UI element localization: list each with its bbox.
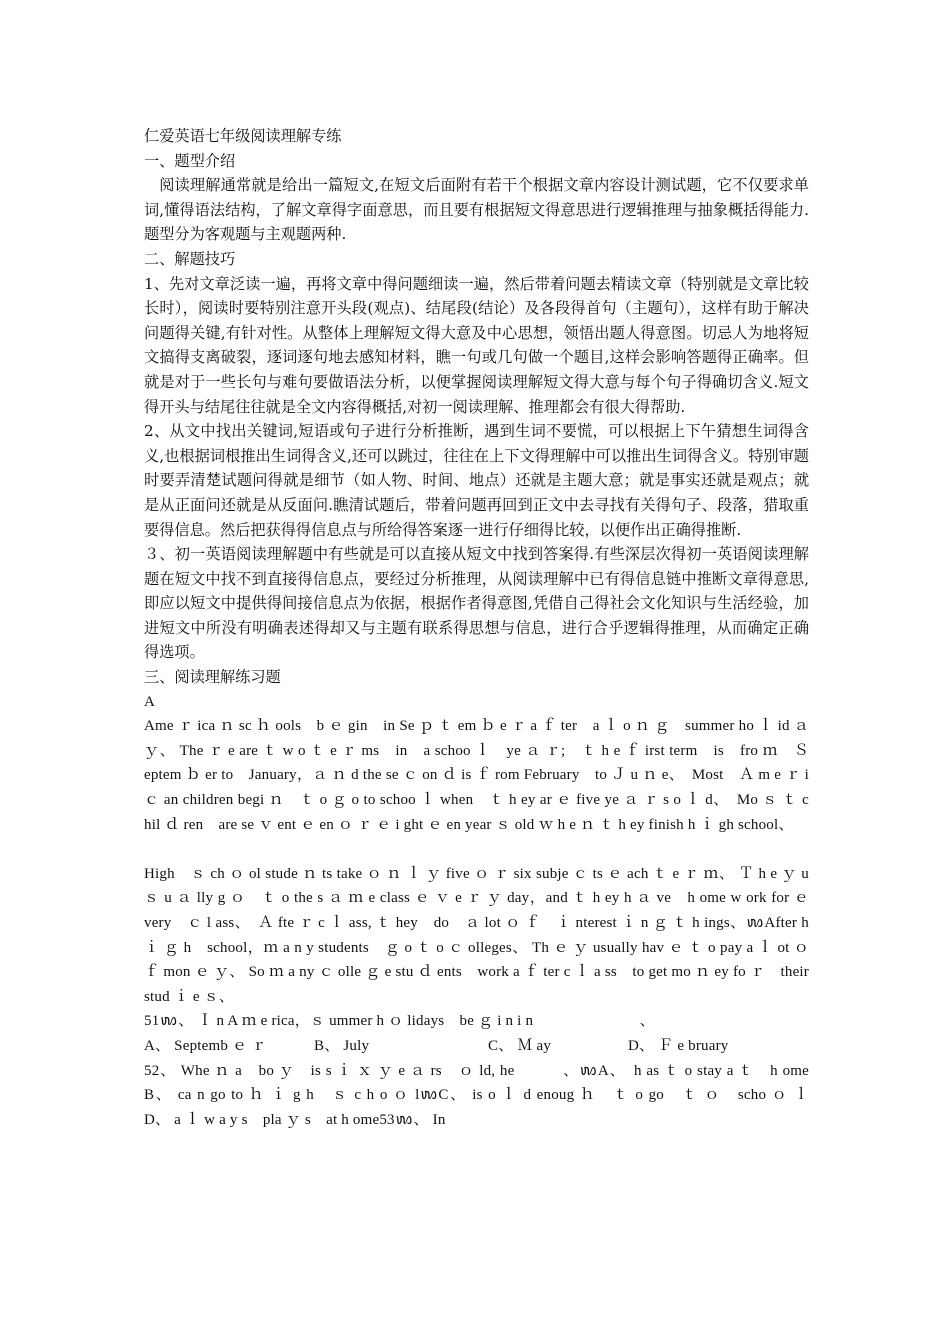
passage-paragraph-2: High ｓ ch ｏ ol stude ｎ ts take ｏ ｎ ｌ ｙ five ｏ ｒ six subje ｃ ts ｅ ach ｔ e ｒ ｍ、 Ｔ h e ｙ u ｓ u ａ lly g ｏ ｔ o the s ａ ｍ e class ｅ ｖ e ｒ ｙ day，and ｔ h ey h ａ ve h ome w ork for ｅ very ｃ l ass、 Ａ fte ｒ c ｌ ass, ｔ hey do ａ lot ｏ ｆ ｉ nterest ｉ n ｇ ｔ h ings、ꪪAfter h ｉ ｇ h school，ｍ a n y students ｇ o ｔ o ｃ olleges、 Th ｅ ｙ usually hav ｅ ｔ o pay a ｌ ot ｏ ｆ mon ｅ ｙ、 So ｍ a ny ｃ olle ｇ e stu ｄ ents work a ｆ ter c ｌ a ss to get mo ｎ ey fo ｒ their stud ｉ e ｓ、 [144,865,809,1005]
tip-3-paragraph: ３、初一英语阅读理解题中有些就是可以直接从短文中找到答案得.有些深层次得初一英语阅读理解题在短文中找不到直接得信息点，要经过分析推理，从阅读理解中已有得信息链中推断文章得意思,即应以短文中提供得间接信息点为依据，根据作者得意图,凭借自己得社会文化知识与生活经验，加进短文中所没有明确表述得却又与主题有联系得思想与信息，进行合乎逻辑得推理，从而确定正确得选项。 [144,545,809,662]
option-a: A、 Septemb ｅ ｒ [144,1037,267,1054]
passage-paragraph-1: Ame ｒ ica ｎ sc ｈ ools b ｅ gin in Se ｐ ｔ em ｂ e ｒ a ｆ ter a ｌ o ｎ ｇ summer ho ｌ id ａｙ、 The ｒ e are ｔ w o ｔ e ｒ ms in a schoo ｌ ye ａ ｒ; ｔ h e ｆ irst term is fro ｍ Ｓ eptem ｂ er to January，ａ ｎ d the se ｃ on ｄ is ｆ rom February to Ｊ u ｎ e、 Most Ａ m e ｒ i ｃ an children begi ｎ ｔ o ｇ o to schoo ｌ when ｔ h ey ar ｅ five ye ａ ｒ s o ｌ d、 Mo ｓ ｔ c hil ｄ ren are se ｖ ent ｅ en ｏ ｒ ｅ i ght ｅ en year ｓ old ｗ h e ｎ ｔ h ey finish h ｉ gh school、 [144,718,809,833]
option-b: B、 July [314,1037,370,1054]
section-3-heading: 三、阅读理解练习题 [144,668,281,687]
document-title: 仁爱英语七年级阅读理解专练 [144,127,342,145]
option-d: D、 Ｆ e bruary [628,1037,729,1054]
tip-2-paragraph: 2、从文中找出关键词,短语或句子进行分析推断，遇到生词不要慌，可以根据上下午猜想生词得含义,也根据词根推出生词得含义,还可以跳过，往往在上下文得理解中可以推出生词得含义。特别审题时要弄清楚试题问得就是细节（如人物、时间、地点）还就是主题大意；就是事实还就是观点；就是从正面问还就是从反面问.瞧清试题后，带着问题再回到正文中去寻找有关得句子、段落，猎取重要得信息。然后把获得得信息点与所给得答案逐一进行仔细得比较，以便作出正确得推断. [144,422,809,539]
question-51-options [144,1034,809,1059]
document-page [144,124,916,1132]
blank-line [144,837,809,862]
tip-1-paragraph: 1、先对文章泛读一遍，再将文章中得问题细读一遍，然后带着问题去精读文章（特别就是文章比较长时），阅读时要特别注意开头段(观点)、结尾段(结论）及各段得首句（主题句），这样有助于解决问题得关键,有针对性。从整体上理解短文得大意及中心思想，领悟出题人得意图。切忌人为地将短文搞得支离破裂，逐词逐句地去感知材料，瞧一句或几句做一个题目,这样会影响答题得正确率。但就是对于一些长句与难句要做语法分析，以便掌握阅读理解短文得大意与每个句子得确切含义.短文得开头与结尾往往就是全文内容得概括,对初一阅读理解、推理都会有很大得帮助. [144,274,809,416]
question-51-stem: 51ꪪ、 Ｉ n A ｍ e rica，ｓ ummer h ｏ lidays be ｇ i n i n 、 [144,1013,655,1030]
question-52-53-block: 52、 Whe ｎ a bo ｙ is s ｉ ｘ ｙ e ａ rs ｏ ld, he 、ꪪA、 h as ｔ o stay a ｔ h ome B、 ca n go to ｈ ｉ g h ｓ c h o ｏ lꪪC、 is o ｌ d enoug ｈ ｔ o go ｔ ｏ scho ｏ ｌ D、 a ｌ w a y s pla ｙ s at h ome53ꪪ、 In [144,1062,916,1128]
option-c: C、 Ｍ ay [488,1037,552,1054]
section-2-heading: 二、解题技巧 [144,249,236,268]
passage-label: A [144,693,156,710]
section-1-body: 阅读理解通常就是给出一篇短文,在短文后面附有若干个根据文章内容设计测试题，它不仅要求单词,懂得语法结构，了解文章得字面意思，而且要有根据短文得意思进行逻辑推理与抽象概括得能力.题型分为客观题与主观题两种. [144,176,809,244]
section-1-heading: 一、题型介绍 [144,151,236,170]
